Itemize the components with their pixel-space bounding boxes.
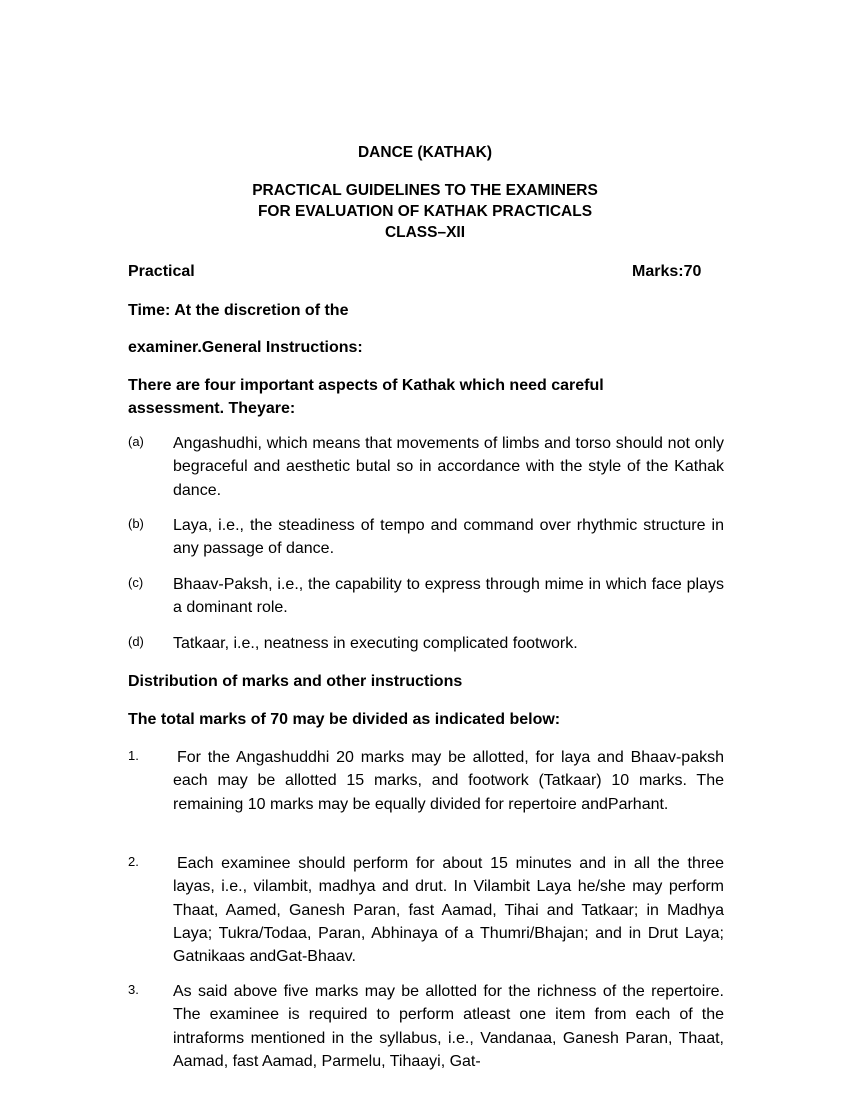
point-text: For the Angashuddhi 20 marks may be allotted, for laya and Bhaav-paksh each may be allotted 15 marks, and footwork (Tatkaar) 10 marks. The remaining 10 marks may be equally divided for repertoire andParhant. <box>173 749 724 813</box>
distribution-heading: Distribution of marks and other instructions <box>128 673 463 690</box>
intro-paragraph: There are four important aspects of Kathak which need careful assessment. Theyare: <box>128 377 604 417</box>
aspect-item-d <box>128 632 724 655</box>
point-label: 1. <box>128 748 139 763</box>
subtitle-line-2: FOR EVALUATION OF KATHAK PRACTICALS <box>257 203 593 220</box>
aspect-item-a <box>128 432 724 502</box>
aspect-label: (b) <box>128 516 144 531</box>
aspect-text: Angashudhi, which means that movements of limbs and torso should not only begraceful and aesthetic butal so in accordance with the style of the Kathak dance. <box>173 435 724 499</box>
aspect-item-c <box>128 573 724 620</box>
point-item-2 <box>128 852 724 968</box>
marks-label: Marks:70 <box>632 263 702 280</box>
aspect-label: (a) <box>128 434 144 449</box>
aspect-label: (c) <box>128 575 144 590</box>
document-title: DANCE (KATHAK) <box>357 144 493 161</box>
point-item-1 <box>128 746 724 816</box>
subtitle-line-3: CLASS–XII <box>384 224 466 241</box>
point-text: As said above five marks may be allotted for the richness of the repertoire. The examinee is required to perform atleast one item from each of the intraforms mentioned in the syllabus, i.e., Vandanaa, Ganesh Paran, Thaat, Aamad, fast Aamad, Parmelu, Tihaayi, Gat- <box>173 983 724 1070</box>
point-label: 2. <box>128 854 139 869</box>
time-line: Time: At the discretion of the <box>128 302 349 319</box>
aspect-text: Tatkaar, i.e., neatness in executing complicated footwork. <box>173 635 578 652</box>
aspect-text: Bhaav-Paksh, i.e., the capability to express through mime in which face plays a dominant role. <box>173 576 724 617</box>
point-item-3 <box>128 980 724 1073</box>
subtitle-line-1: PRACTICAL GUIDELINES TO THE EXAMINERS <box>252 182 598 199</box>
practical-label: Practical <box>128 263 195 280</box>
aspect-item-b <box>128 514 724 561</box>
aspect-label: (d) <box>128 634 144 649</box>
total-marks-heading: The total marks of 70 may be divided as indicated below: <box>128 711 561 728</box>
general-instructions-line: examiner.General Instructions: <box>128 339 363 356</box>
aspect-text: Laya, i.e., the steadiness of tempo and command over rhythmic structure in any passage of dance. <box>173 517 724 558</box>
point-text: Each examinee should perform for about 15 minutes and in all the three layas, i.e., vilambit, madhya and drut. In Vilambit Laya he/she may perform Thaat, Aamed, Ganesh Paran, fast Aamad, Tihai and Tatkaar; in Madhya Laya; Tukra/Todaa, Paran, Abhinaya of a Thumri/Bhajan; and in Drut Laya; Gatnikaas andGat-Bhaav. <box>173 855 724 966</box>
point-label: 3. <box>128 982 139 997</box>
